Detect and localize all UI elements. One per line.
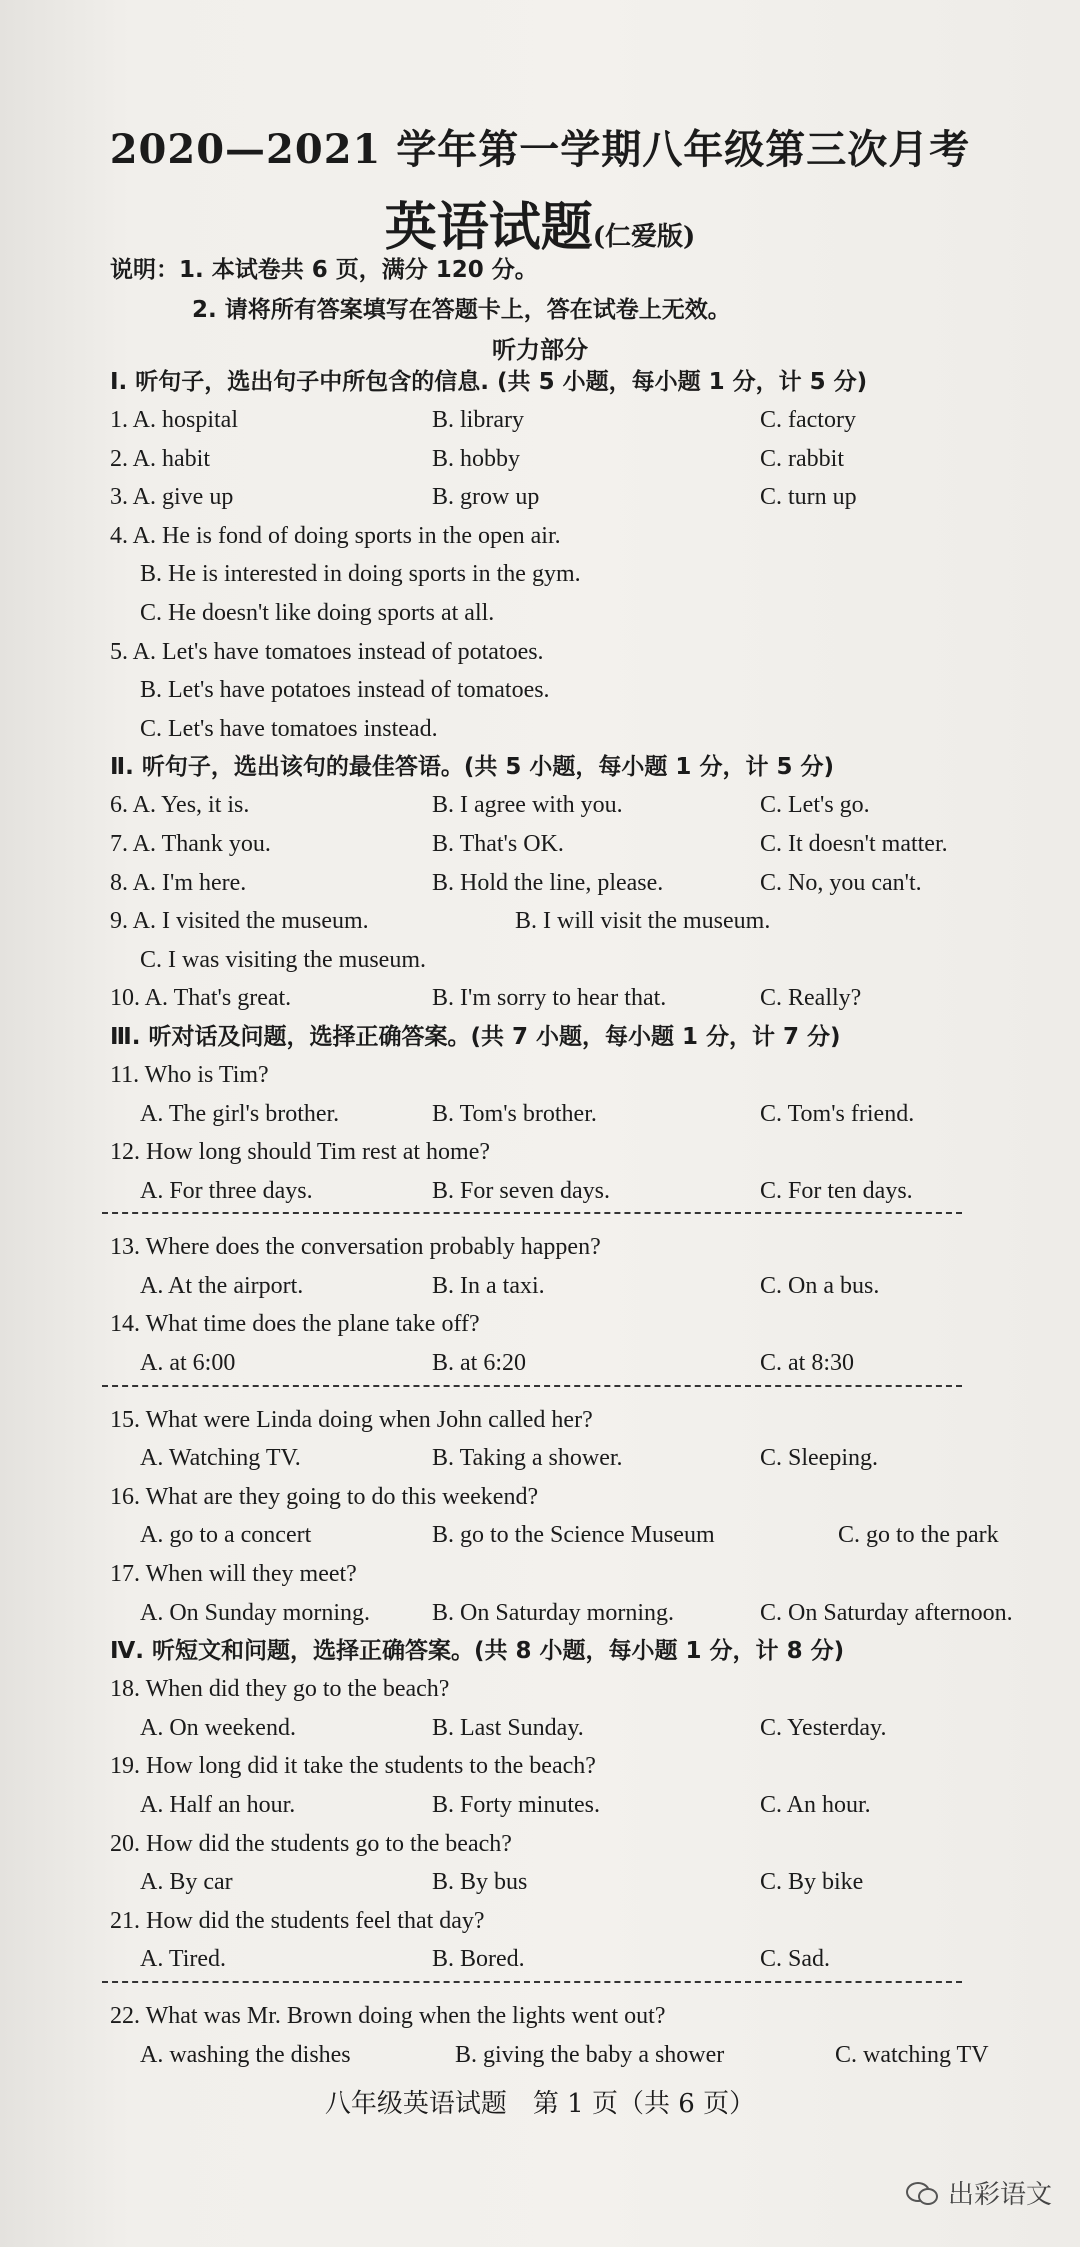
option-b: B. library [432,407,524,433]
question-15-options [110,1439,1070,1478]
question-20-stem [110,1825,1070,1864]
question-5-option-b [110,671,1070,710]
option-c: C. He doesn't like doing sports at all. [140,599,495,626]
option-b: B. That's OK. [432,830,564,857]
question-8 [110,864,1070,903]
option-c: C. at 8:30 [760,1350,854,1377]
option-a: A. washing the dishes [140,2041,351,2068]
question-18-stem [110,1670,1070,1709]
option-b: B. In a taxi. [432,1272,545,1299]
question-5-option-a [110,633,1070,672]
option-a: A. By car [140,1869,233,1896]
option-b: B. Hold the line, please. [432,869,664,896]
option-b: B. grow up [432,484,540,511]
exam-subject: 英语试题 [384,197,593,258]
question-11-stem [110,1056,1070,1095]
question-9 [110,902,1070,941]
question-text: 20. How did the students go to the beach? [110,1830,512,1857]
option-b: B. giving the baby a shower [455,2041,725,2068]
option-c: C. For ten days. [760,1177,913,1204]
option-c: C. Yesterday. [760,1714,887,1741]
option-c: C. Tom's friend. [760,1100,915,1127]
option-a: A. The girl's brother. [140,1100,340,1127]
question-5-option-c [110,710,1070,749]
option-c: C. I was visiting the museum. [140,946,426,973]
dashed-divider [102,1981,962,1997]
question-14-options [110,1344,1070,1383]
option-b: B. Bored. [432,1946,525,1973]
option-a: 8. A. I'm here. [110,869,247,896]
option-c: C. Let's have tomatoes instead. [140,715,438,742]
question-text: 18. When did they go to the beach? [110,1676,450,1703]
wechat-icon [906,2180,938,2206]
instruction-line-2: 2. 请将所有答案填写在答题卡上，答在试卷上无效。 [192,297,731,323]
option-a: 9. A. I visited the museum. [110,908,369,935]
option-c: C. Really? [760,985,862,1012]
question-text: 21. How did the students feel that day? [110,1907,485,1934]
option-b: B. hobby [432,445,521,472]
option-b: B. By bus [432,1869,528,1896]
question-16-options [110,1516,1070,1555]
question-14-stem [110,1305,1070,1344]
question-text: 16. What are they going to do this weekend? [110,1483,539,1510]
option-c: C. An hour. [760,1792,871,1818]
question-text: 13. Where does the conversation probably happen? [110,1234,601,1261]
option-c: C. By bike [760,1869,864,1896]
exam-edition: (仁爱版) [592,222,696,252]
option-a: A. At the airport. [140,1272,304,1299]
option-a: 2. A. habit [110,445,210,472]
option-a: 6. A. Yes, it is. [110,792,250,819]
question-2 [110,440,1070,479]
option-a: A. For three days. [140,1177,313,1204]
question-text: 22. What was Mr. Brown doing when the lights went out? [110,2002,666,2029]
option-b: B. I agree with you. [432,792,623,819]
question-17-stem [110,1555,1070,1594]
question-4-option-a [110,517,1070,556]
instruction-line-1: 说明：1. 本试卷共 6 页，满分 120 分。 [110,257,538,283]
question-text: 12. How long should Tim rest at home? [110,1139,491,1166]
option-a: A. Half an hour. [140,1792,296,1818]
option-a: 1. A. hospital [110,407,239,433]
question-13-stem [110,1228,1070,1267]
option-b: B. at 6:20 [432,1350,526,1377]
question-list [110,363,1070,2074]
question-text: 14. What time does the plane take off? [110,1311,480,1338]
option-b: B. Last Sunday. [432,1714,584,1741]
exam-title [0,185,1080,260]
option-c: C. turn up [760,484,857,511]
question-20-options [110,1863,1070,1902]
option-c: C. go to the park [838,1522,999,1549]
question-1 [110,401,1070,440]
option-a: A. Watching TV. [140,1445,301,1472]
option-b: B. Tom's brother. [432,1100,597,1127]
question-7 [110,825,1070,864]
question-text: 11. Who is Tim? [110,1061,269,1088]
question-4-option-c [110,594,1070,633]
option-c: C. On Saturday afternoon. [760,1599,1013,1626]
option-b: B. Taking a shower. [432,1445,623,1472]
option-c: C. No, you can't. [760,869,922,896]
option-a: 4. A. He is fond of doing sports in the open air. [110,522,561,549]
option-c: C. It doesn't matter. [760,830,948,857]
exam-title-line1: 2020—2021 学年第一学期八年级第三次月考 [109,126,971,173]
page-footer: 八年级英语试题 第 1 页（共 6 页） [324,2089,756,2119]
dashed-divider [102,1385,962,1401]
option-b: B. He is interested in doing sports in the gym. [140,561,581,588]
question-6 [110,786,1070,825]
question-21-options [110,1940,1070,1979]
option-b: B. For seven days. [432,1177,610,1204]
question-9-option-c [110,941,1070,980]
question-19-stem [110,1747,1070,1786]
question-15-stem [110,1401,1070,1440]
option-b: B. Let's have potatoes instead of tomatoes. [140,677,550,704]
option-a: 7. A. Thank you. [110,830,271,857]
option-b: B. go to the Science Museum [432,1522,715,1549]
option-a: A. On weekend. [140,1714,296,1741]
section-1-heading: Ⅰ. 听句子，选出句子中所包含的信息. (共 5 小题，每小题 1 分，计 5 分) [110,369,868,395]
option-c: C. Sad. [760,1946,831,1973]
option-c: C. Let's go. [760,792,870,819]
option-a: A. Tired. [140,1946,227,1973]
question-text: 17. When will they meet? [110,1561,357,1588]
question-3 [110,478,1070,517]
option-b: B. On Saturday morning. [432,1599,674,1626]
question-18-options [110,1709,1070,1748]
option-b: B. I will visit the museum. [515,908,771,935]
option-a: A. On Sunday morning. [140,1599,370,1626]
option-c: C. On a bus. [760,1272,880,1299]
option-a: 5. A. Let's have tomatoes instead of potatoes. [110,638,544,665]
question-4-option-b [110,555,1070,594]
question-21-stem [110,1902,1070,1941]
question-22-stem [110,1997,1070,2036]
question-19-options [110,1786,1070,1825]
question-text: 19. How long did it take the students to the beach? [110,1753,596,1780]
part-title: 听力部分 [492,336,588,364]
question-16-stem [110,1478,1070,1517]
question-12-stem [110,1133,1070,1172]
question-11-options [110,1095,1070,1134]
section-4-heading: Ⅳ. 听短文和问题，选择正确答案。(共 8 小题，每小题 1 分，计 8 分) [110,1638,845,1665]
question-17-options [110,1594,1070,1633]
option-a: A. at 6:00 [140,1350,236,1377]
option-c: C. factory [760,407,856,433]
option-c: C. Sleeping. [760,1445,878,1472]
option-c: C. rabbit [760,445,844,472]
option-a: 10. A. That's great. [110,985,292,1012]
dashed-divider [102,1212,962,1228]
watermark [906,2174,1052,2211]
option-a: 3. A. give up [110,484,234,511]
question-13-options [110,1267,1070,1306]
option-b: B. Forty minutes. [432,1792,601,1818]
question-12-options [110,1172,1070,1211]
option-c: C. watching TV [835,2041,989,2068]
instructions [110,250,731,330]
section-2-heading: Ⅱ. 听句子，选出该句的最佳答语。(共 5 小题，每小题 1 分，计 5 分) [110,754,834,781]
question-22-options [110,2036,1070,2075]
question-10 [110,979,1070,1018]
option-a: A. go to a concert [140,1522,312,1549]
question-text: 15. What were Linda doing when John called her? [110,1406,593,1433]
section-3-heading: Ⅲ. 听对话及问题，选择正确答案。(共 7 小题，每小题 1 分，计 7 分) [110,1023,841,1050]
watermark-text: 出彩语文 [947,2180,1052,2210]
option-b: B. I'm sorry to hear that. [432,985,667,1012]
